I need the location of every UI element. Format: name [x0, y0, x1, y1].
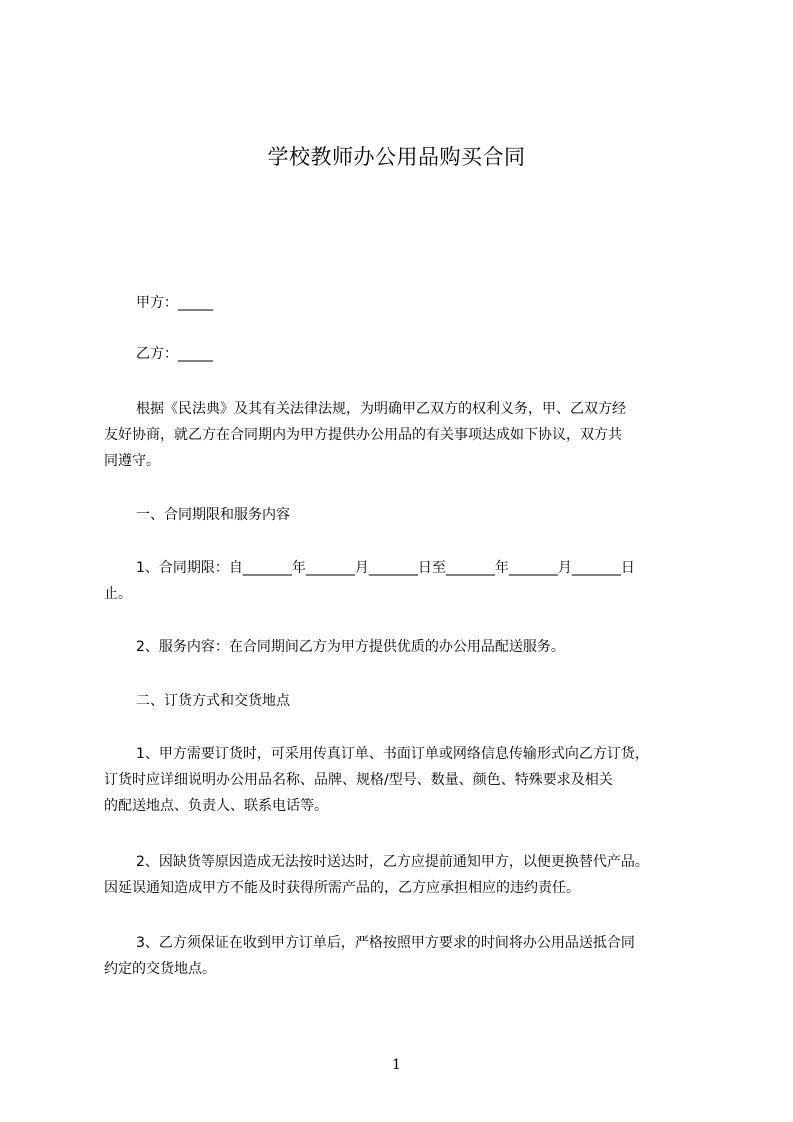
page-number: 1 [392, 1057, 401, 1073]
party-b-line: 乙方：_____ [136, 346, 213, 362]
section-1-heading-text: 一、合同期限和服务内容 [136, 507, 290, 523]
preamble-line-3: 同遵守。 [104, 453, 160, 469]
party-a [104, 290, 716, 316]
section-2-heading [104, 688, 716, 714]
shortage-line-1: 2、因缺货等原因造成无法按时送达时，乙方应提前通知甲方，以便更换替代产品。 [136, 854, 649, 870]
preamble-line-1: 根据《民法典》及其有关法律法规，为明确甲乙双方的权利义务，甲、乙双方经 [136, 401, 626, 417]
delivery-line-1: 3、乙方须保证在收到甲方订单后，严格按照甲方要求的时间将办公用品送抵合同 [136, 935, 635, 951]
section-2-clause-3 [104, 930, 716, 982]
section-1-clause-2 [104, 634, 716, 660]
party-a-line: 甲方：_____ [136, 295, 213, 311]
preamble-paragraph [104, 396, 716, 474]
document-title: 学校教师办公用品购买合同 [267, 145, 526, 169]
contract-period-line-1: 1、合同期限：自_______年_______月_______日至_______年_______月_______日 [136, 560, 635, 576]
delivery-line-2: 约定的交货地点。 [104, 961, 216, 977]
section-1-heading [104, 502, 716, 528]
contract-period-line-2: 止。 [104, 586, 132, 602]
ordering-line-3: 的配送地点、负责人、联系电话等。 [104, 798, 328, 814]
section-2-clause-1 [104, 741, 716, 819]
party-b [104, 341, 716, 367]
preamble-line-2: 友好协商，就乙方在合同期内为甲方提供办公用品的有关事项达成如下协议，双方共 [104, 427, 622, 443]
ordering-line-1: 1、甲方需要订货时，可采用传真订单、书面订单或网络信息传输形式向乙方订货， [136, 746, 649, 762]
section-2-heading-text: 二、订货方式和交货地点 [136, 693, 290, 709]
shortage-line-2: 因延误通知造成甲方不能及时获得所需产品的，乙方应承担相应的违约责任。 [104, 880, 580, 896]
section-2-clause-2 [104, 849, 716, 901]
section-1-clause-1 [104, 555, 716, 607]
ordering-line-2: 订货时应详细说明办公用品名称、品牌、规格/型号、数量、颜色、特殊要求及相关 [104, 772, 613, 788]
service-content-line: 2、服务内容：在合同期间乙方为甲方提供优质的办公用品配送服务。 [136, 639, 565, 655]
